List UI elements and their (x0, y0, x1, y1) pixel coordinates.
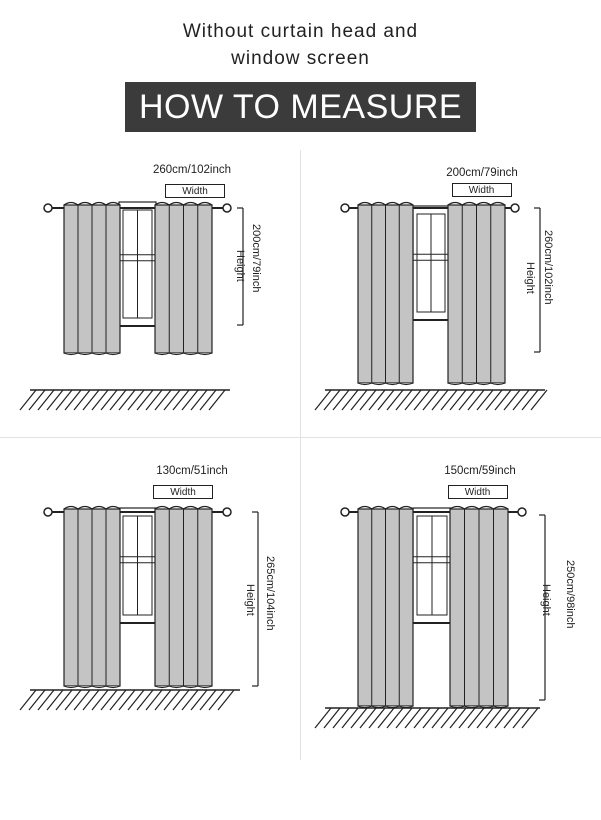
rod-finial-right (518, 508, 526, 516)
height-tag: Height (244, 584, 256, 616)
height-tag: Height (540, 584, 552, 616)
curtain-panel-left (64, 203, 120, 355)
rod-finial-right (511, 204, 519, 212)
curtain-panel-right (155, 203, 212, 355)
height-value: 200cm/79inch (250, 224, 262, 293)
floor-hatch (315, 708, 540, 728)
subtitle (0, 18, 601, 72)
height-value: 260cm/102inch (542, 230, 554, 305)
diagram-panel-4 (300, 460, 600, 820)
curtain-panel-right (448, 203, 505, 385)
width-tag: Width (153, 485, 213, 499)
rod-finial-left (341, 508, 349, 516)
width-value: 130cm/51inch (156, 465, 228, 477)
height-tag: Height (524, 262, 536, 294)
curtain-panel-right (155, 507, 212, 688)
rod-finial-left (341, 204, 349, 212)
floor-hatch (20, 390, 230, 410)
height-tag: Height (234, 250, 246, 282)
rod-finial-left (44, 508, 52, 516)
window (117, 202, 158, 326)
width-value: 200cm/79inch (446, 167, 518, 179)
width-value: 260cm/102inch (153, 164, 231, 176)
diagram-panel-1 (0, 150, 300, 510)
window (117, 508, 158, 623)
curtain-panel-left (64, 507, 120, 688)
width-tag: Width (165, 184, 225, 198)
width-tag: Width (452, 183, 512, 197)
subtitle-line-2: window screen (231, 48, 370, 69)
subtitle-line-1: Without curtain head and (182, 21, 419, 42)
floor-hatch (20, 690, 240, 710)
window (411, 508, 453, 623)
diagram-panel-2 (300, 150, 600, 510)
window (411, 206, 451, 320)
rod-finial-left (44, 204, 52, 212)
curtain-drawing (0, 150, 300, 440)
curtain-drawing (300, 150, 600, 440)
banner-title: HOW TO MEASURE (125, 82, 476, 132)
curtain-panel-left (358, 507, 413, 708)
floor-hatch (315, 390, 547, 410)
rod-finial-right (223, 204, 231, 212)
diagram-panel-3 (0, 460, 300, 820)
width-tag: Width (448, 485, 508, 499)
curtain-panel-left (358, 203, 413, 385)
height-value: 250cm/98inch (564, 560, 576, 629)
rod-finial-right (223, 508, 231, 516)
curtain-drawing (300, 460, 600, 750)
height-value: 265cm/104inch (264, 556, 276, 631)
curtain-panel-right (450, 507, 508, 708)
width-value: 150cm/59inch (444, 465, 516, 477)
